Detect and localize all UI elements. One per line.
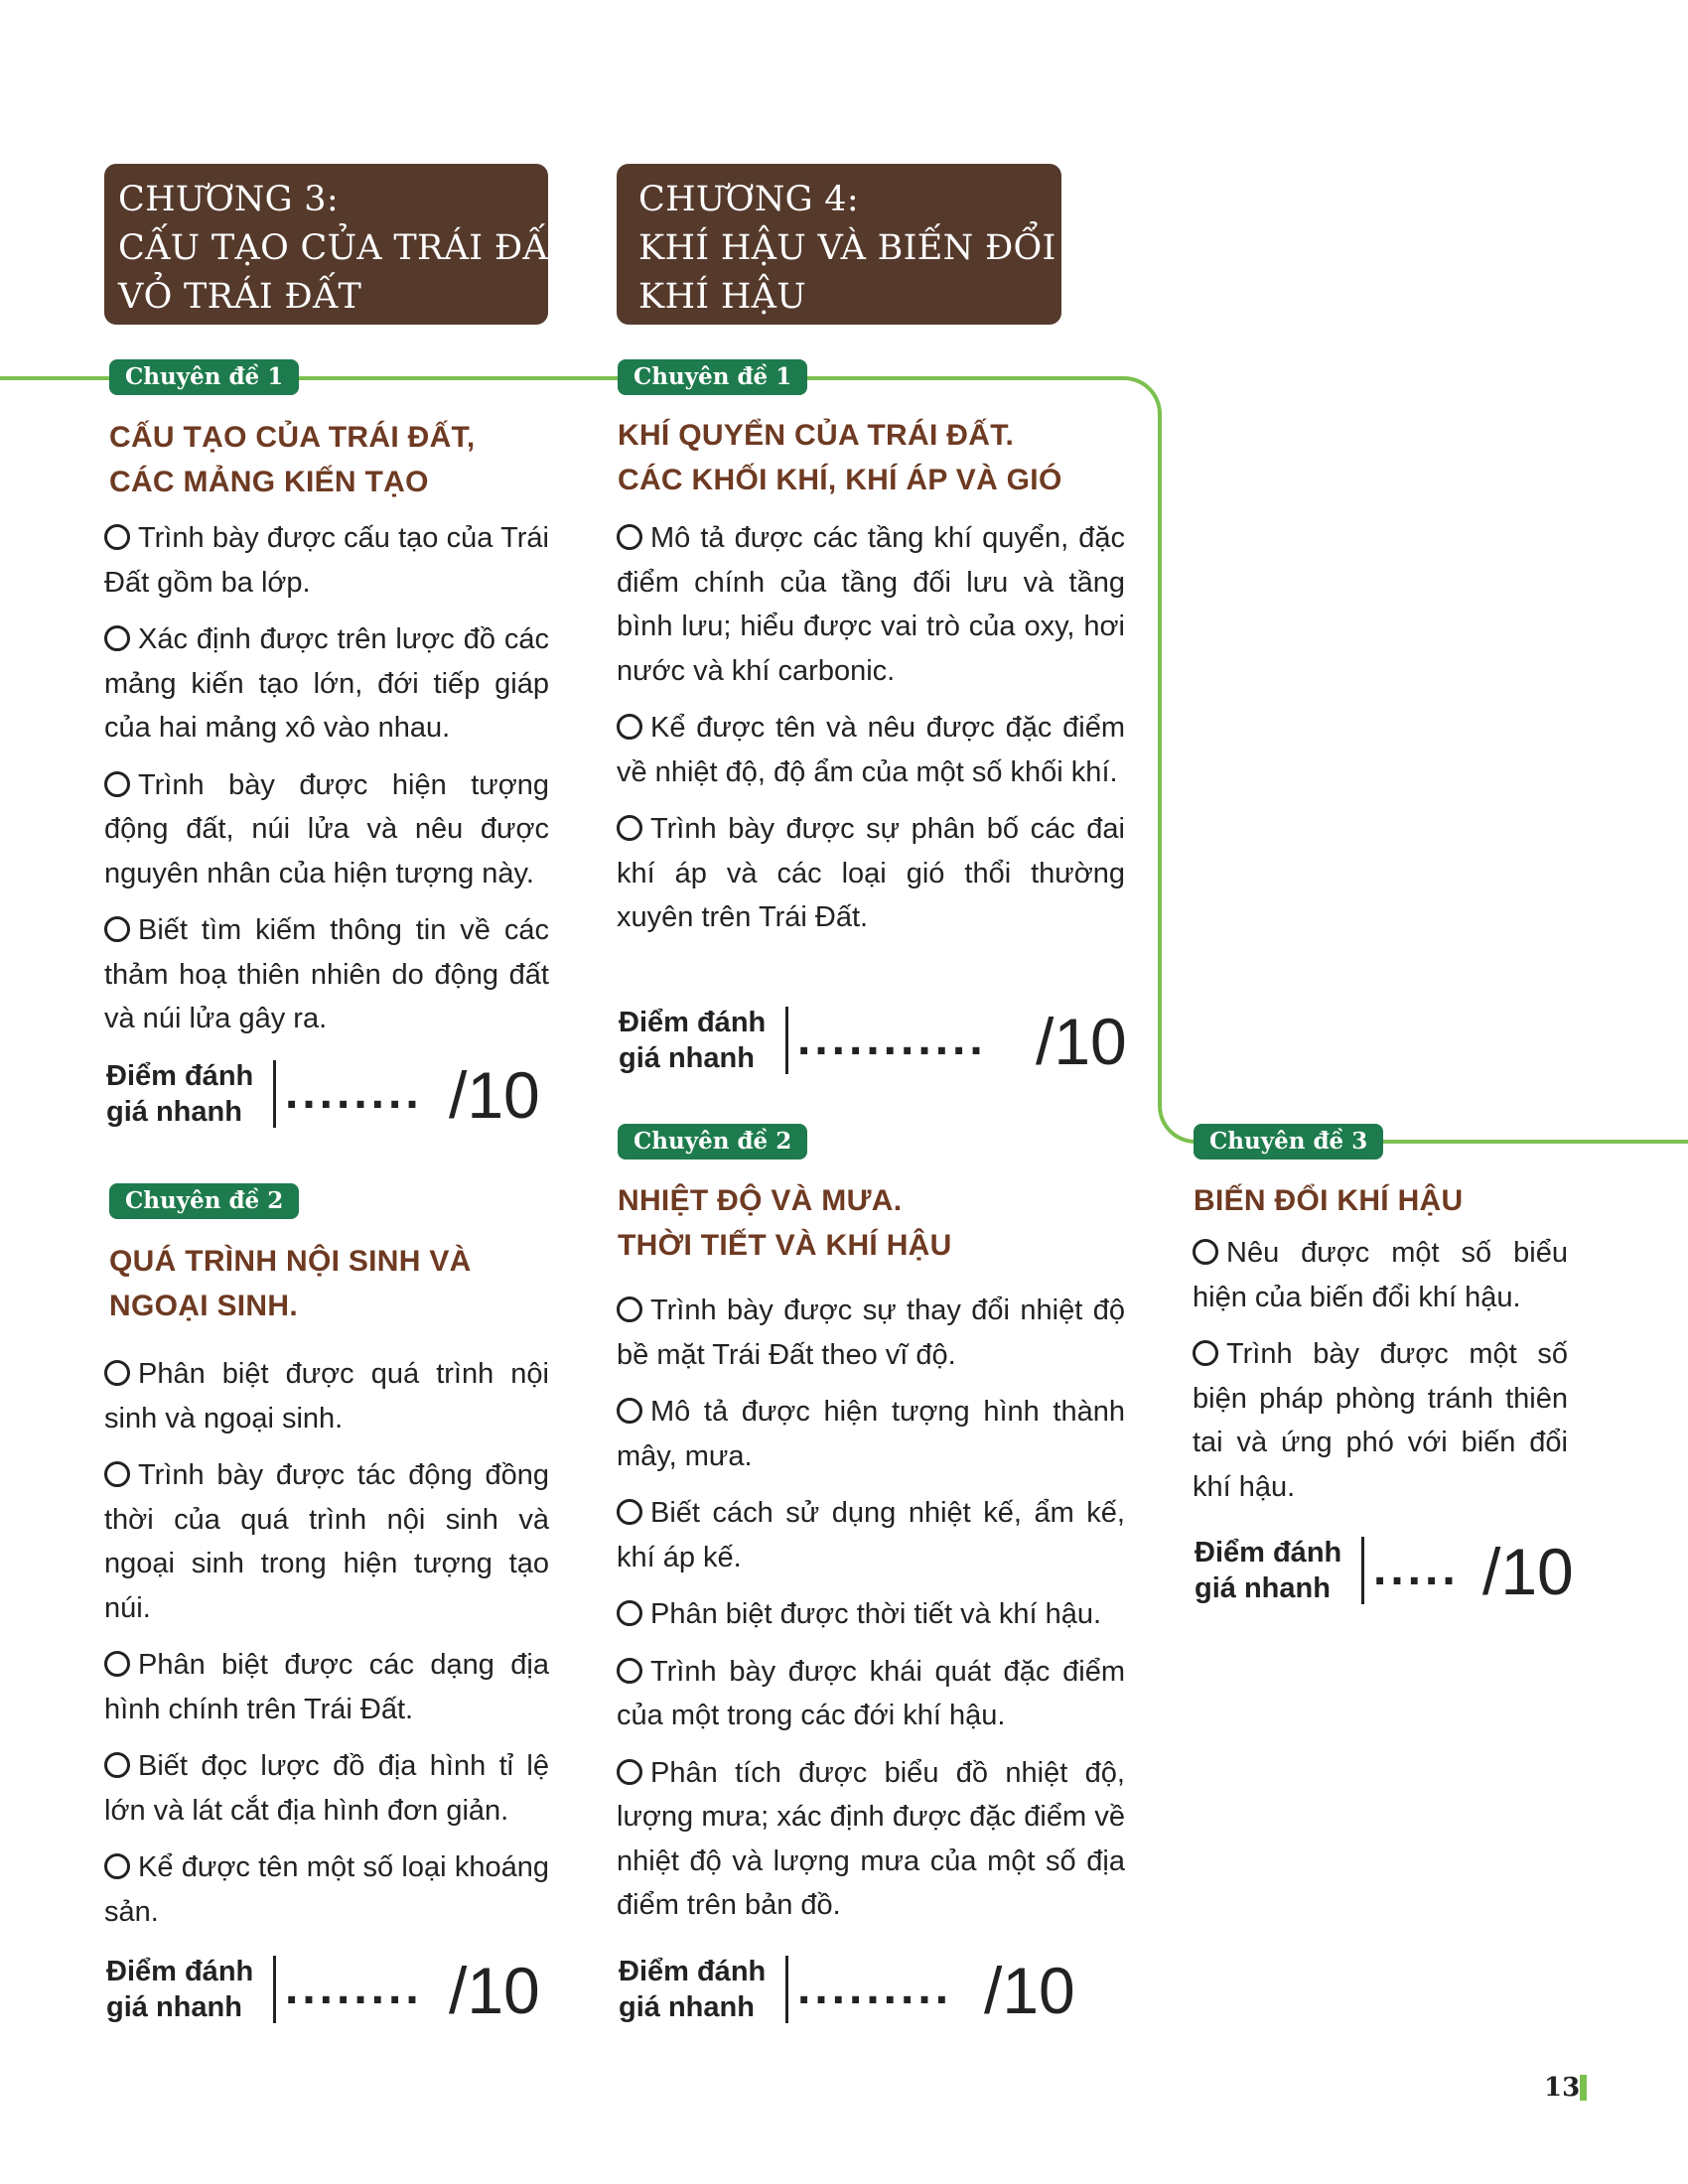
chapter-4-line-1: CHƯƠNG 4: — [638, 180, 859, 219]
chapter-3-header — [104, 164, 578, 325]
objective-text: Trình bày được tác động đồng thời của quá trình nội sinh và ngoại sinh trong hiện tượng tạo núi. — [104, 1459, 549, 1624]
objective-text: Trình bày được sự thay đổi nhiệt độ bề mặt Trái Đất theo vĩ độ. — [617, 1295, 1125, 1371]
checkbox-circle[interactable] — [617, 1499, 642, 1525]
score-label — [106, 1058, 253, 1130]
objective-list — [104, 1352, 549, 1947]
score-label — [619, 1954, 766, 2025]
checkbox-circle[interactable] — [617, 1297, 642, 1322]
objective-list — [104, 516, 549, 1054]
objective-item — [617, 1491, 1125, 1579]
checkbox-circle[interactable] — [617, 815, 642, 841]
objective-item — [104, 908, 549, 1041]
objective-item — [104, 1845, 549, 1934]
objective-item — [1193, 1231, 1568, 1319]
score-label-line: Điểm đánh — [106, 1956, 254, 1987]
topic-title-line: NHIỆT ĐỘ VÀ MƯA. — [618, 1184, 903, 1217]
checkbox-circle[interactable] — [104, 1461, 130, 1487]
quick-score — [106, 1058, 553, 1138]
score-label-line: giá nhanh — [619, 1042, 755, 1074]
score-label-line: giá nhanh — [106, 1991, 242, 2023]
topic-title — [1194, 1178, 1463, 1223]
score-label-line: Điểm đánh — [106, 1060, 254, 1092]
objective-item — [617, 516, 1125, 693]
objective-text: Phân biệt được các dạng địa hình chính trên Trái Đất. — [104, 1649, 549, 1725]
score-divider — [273, 1060, 276, 1128]
objective-item — [617, 1592, 1125, 1637]
objective-text: Biết đọc lược đồ địa hình tỉ lệ lớn và lát cắt địa hình đơn giản. — [104, 1750, 549, 1827]
topic-title — [109, 1239, 472, 1328]
score-max: /10 — [1482, 1535, 1574, 1608]
chapter-3-line-3: VỎ TRÁI ĐẤT — [118, 277, 362, 317]
topic-tag: Chuyên đề 1 — [618, 359, 807, 395]
checkbox-circle[interactable] — [104, 771, 130, 797]
checkbox-circle[interactable] — [104, 1360, 130, 1386]
objective-item — [617, 1650, 1125, 1738]
quick-score — [619, 1954, 1115, 2033]
score-label-line: Điểm đánh — [619, 1956, 767, 1987]
chapter-4-header — [617, 164, 1061, 325]
topic-tag: Chuyên đề 3 — [1194, 1124, 1383, 1160]
objective-text: Trình bày được khái quát đặc điểm của một trong các đới khí hậu. — [617, 1655, 1125, 1731]
checkbox-circle[interactable] — [1193, 1340, 1218, 1366]
topic-title — [109, 415, 476, 504]
objective-text: Trình bày được cấu tạo của Trái Đất gồm ba lớp. — [104, 522, 549, 599]
score-label — [106, 1954, 253, 2025]
checkbox-circle[interactable] — [104, 1651, 130, 1677]
objective-list — [617, 1289, 1125, 1941]
topic-title-line: NGOẠI SINH. — [109, 1290, 298, 1322]
checkbox-circle[interactable] — [617, 1658, 642, 1684]
topic-title-line: CẤU TẠO CỦA TRÁI ĐẤT, — [109, 421, 476, 454]
score-divider — [1361, 1537, 1364, 1604]
score-divider — [785, 1956, 788, 2023]
score-input-dots[interactable]: ........ — [285, 1066, 423, 1119]
objective-text: Biết tìm kiếm thông tin về các thảm hoạ thiên nhiên do động đất và núi lửa gây ra. — [104, 914, 549, 1034]
score-input-dots[interactable]: ......... — [797, 1962, 953, 2014]
objective-text: Biết cách sử dụng nhiệt kế, ẩm kế, khí áp kế. — [617, 1497, 1125, 1573]
objective-text: Trình bày được một số biện pháp phòng tránh thiên tai và ứng phó với biến đổi khí hậu. — [1193, 1338, 1568, 1503]
topic-tag: Chuyên đề 2 — [618, 1124, 807, 1160]
objective-list — [617, 516, 1125, 953]
objective-text: Phân biệt được thời tiết và khí hậu. — [650, 1598, 1102, 1630]
score-label-line: Điểm đánh — [1195, 1537, 1342, 1569]
score-label-line: giá nhanh — [619, 1991, 755, 2023]
objective-text: Mô tả được hiện tượng hình thành mây, mưa. — [617, 1396, 1125, 1472]
objective-item — [617, 1751, 1125, 1928]
topic-title-line: CÁC KHỐI KHÍ, KHÍ ÁP VÀ GIÓ — [618, 464, 1062, 496]
topic-title-line: QUÁ TRÌNH NỘI SINH VÀ — [109, 1245, 472, 1278]
score-max: /10 — [449, 1954, 540, 2027]
checkbox-circle[interactable] — [104, 524, 130, 550]
objective-text: Trình bày được hiện tượng động đất, núi lửa và nêu được nguyên nhân của hiện tượng này. — [104, 768, 549, 889]
objective-item — [104, 1352, 549, 1440]
score-label-line: giá nhanh — [106, 1096, 242, 1128]
checkbox-circle[interactable] — [617, 524, 642, 550]
objective-item — [104, 1643, 549, 1731]
score-input-dots[interactable]: ........ — [285, 1962, 423, 2014]
score-label — [1195, 1535, 1341, 1606]
score-max: /10 — [1036, 1005, 1127, 1078]
quick-score — [106, 1954, 553, 2033]
score-label-line: giá nhanh — [1195, 1572, 1331, 1604]
topic-title — [618, 413, 1062, 502]
topic-title-line: KHÍ QUYỂN CỦA TRÁI ĐẤT. — [618, 419, 1015, 452]
objective-text: Nêu được một số biểu hiện của biến đổi khí hậu. — [1193, 1237, 1568, 1313]
score-label — [619, 1005, 766, 1076]
objective-text: Kể được tên một số loại khoáng sản. — [104, 1851, 549, 1928]
objective-text: Trình bày được sự phân bố các đai khí áp và các loại gió thổi thường xuyên trên Trái Đất. — [617, 813, 1125, 933]
objective-text: Phân tích được biểu đồ nhiệt độ, lượng mưa; xác định được đặc điểm về nhiệt độ và lượng mưa của một số địa điểm trên bản đồ. — [617, 1756, 1125, 1921]
checkbox-circle[interactable] — [104, 916, 130, 942]
objective-item — [104, 617, 549, 751]
objective-item — [617, 706, 1125, 794]
topic-title-line: CÁC MẢNG KIẾN TẠO — [109, 466, 429, 498]
topic-tag: Chuyên đề 2 — [109, 1183, 299, 1219]
score-max: /10 — [984, 1954, 1075, 2027]
objective-item — [104, 516, 549, 605]
checkbox-circle[interactable] — [1193, 1239, 1218, 1265]
checkbox-circle[interactable] — [617, 714, 642, 740]
chapter-4-line-2: KHÍ HẬU VÀ BIẾN ĐỔI — [638, 228, 1056, 268]
score-max: /10 — [449, 1058, 540, 1132]
objective-text: Kể được tên và nêu được đặc điểm về nhiệt độ, độ ẩm của một số khối khí. — [617, 712, 1125, 788]
objective-text: Xác định được trên lược đồ các mảng kiến tạo lớn, đới tiếp giáp của hai mảng xô vào nhau. — [104, 623, 549, 744]
topic-title-line: BIẾN ĐỔI KHÍ HẬU — [1194, 1184, 1464, 1217]
objective-item — [104, 763, 549, 896]
page-number-marker — [1580, 2075, 1587, 2101]
connector-line-vertical — [1158, 455, 1162, 1095]
checkbox-circle[interactable] — [104, 1752, 130, 1778]
page-number: 13 — [1544, 2073, 1581, 2103]
checkbox-circle[interactable] — [104, 625, 130, 651]
score-divider — [785, 1007, 788, 1074]
topic-title-line: THỜI TIẾT VÀ KHÍ HẬU — [618, 1229, 952, 1262]
quick-score — [619, 1005, 1135, 1084]
quick-score — [1195, 1535, 1592, 1614]
objective-text: Mô tả được các tầng khí quyển, đặc điểm chính của tầng đối lưu và tầng bình lưu; hiểu được vai trò của oxy, hơi nước và khí carbonic. — [617, 522, 1125, 687]
chapter-4-line-3: KHÍ HẬU — [638, 277, 807, 317]
topic-title — [618, 1178, 952, 1268]
objective-list — [1193, 1231, 1568, 1522]
objective-item — [104, 1453, 549, 1630]
checkbox-circle[interactable] — [617, 1759, 642, 1785]
objective-item — [617, 1289, 1125, 1377]
objective-item — [617, 807, 1125, 940]
objective-item — [104, 1744, 549, 1833]
objective-text: Phân biệt được quá trình nội sinh và ngoại sinh. — [104, 1358, 549, 1434]
objective-item — [1193, 1332, 1568, 1509]
score-input-dots[interactable]: ........... — [797, 1013, 987, 1065]
checkbox-circle[interactable] — [617, 1600, 642, 1626]
checkbox-circle[interactable] — [617, 1398, 642, 1424]
objective-item — [617, 1390, 1125, 1478]
chapter-3-line-2: CẤU TẠO CỦA TRÁI ĐẤT. — [118, 228, 578, 268]
checkbox-circle[interactable] — [104, 1853, 130, 1879]
topic-tag: Chuyên đề 1 — [109, 359, 299, 395]
score-divider — [273, 1956, 276, 2023]
score-input-dots[interactable]: ..... — [1373, 1543, 1460, 1595]
chapter-3-line-1: CHƯƠNG 3: — [118, 180, 339, 219]
score-label-line: Điểm đánh — [619, 1007, 767, 1038]
connector-curve-top — [1082, 376, 1162, 456]
